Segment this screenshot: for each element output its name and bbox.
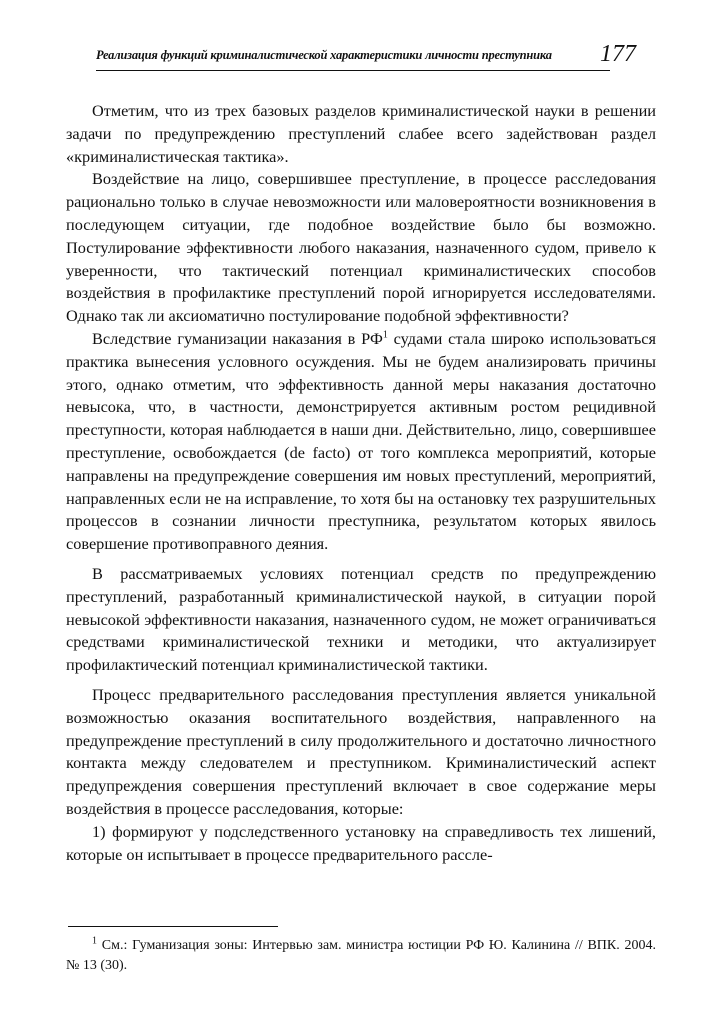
running-title: Реализация функций криминалистической характеристики личности преступника	[96, 48, 552, 62]
running-header	[96, 40, 636, 68]
paragraph: В рассматриваемых условиях потенциал средств по предупреждению преступлений, разработанный криминалистической наукой, в ситуации порой невысокой эффективности наказания, назначенного судом, не может ограничиваться средствами криминалистической техники и методики, что актуализирует профилактический потенциал криминалистической тактики.	[66, 563, 656, 675]
paragraph-text: Вследствие гуманизации наказания в РФ	[92, 328, 383, 348]
footnote-rule	[68, 926, 278, 927]
paragraph: Процесс предварительного расследования преступления является уникальной возможностью оказания воспитательного воздействия, направленного на предупреждение преступлений в силу продолжительного и достаточно личностного контакта между следователем и преступником. Криминалистический аспект предупреждения совершения преступлений включает в свое содержание меры воздействия в процессе расследования, которые:	[66, 684, 656, 818]
footnote-reference: 1	[382, 329, 388, 341]
paragraph-text: судами стала широко использоваться практика вынесения условного осуждения. Мы не будем анализировать причины этого, однако отметим, что эффективность данной меры наказания достаточно невысока, что, в частности, демонстрируется активным ростом рецидивной преступности, которая наблюдается в наши дни. Действительно, лицо, совершившее преступление, освобождается (de facto) от того комплекса мероприятий, которые направлены на предупреждение совершения им новых преступлений, мероприятий, направленных если не на исправление, то хотя бы на остановку тех разрушительных процессов в сознании личности преступника, результатом которых явилось совершение противоправного деяния.	[66, 328, 657, 554]
paragraph: Воздействие на лицо, совершившее преступление, в процессе расследования рационально только в случае невозможности или маловероятности возникновения в последующем ситуации, где подобное воздействие было бы возможно. Постулирование эффективности любого наказания, назначенного судом, привело к уверенности, что тактический потенциал криминалистических способов воздействия в профилактике преступлений порой игнорируется исследователями. Однако так ли аксиоматично постулирование подобной эффективности?	[66, 169, 656, 326]
paragraph	[66, 328, 656, 556]
paragraph: Отметим, что из трех базовых разделов криминалистической науки в решении задачи по предупреждению преступлений слабее всего задействован раздел «криминалистическая тактика».	[66, 101, 656, 166]
page-number: 177	[600, 41, 636, 67]
footnote	[66, 936, 656, 976]
body-text	[66, 100, 656, 866]
footnote-marker: 1	[92, 935, 97, 947]
header-rule	[96, 70, 610, 71]
footnote-text: См.: Гуманизация зоны: Интервью зам. министра юстиции РФ Ю. Калинина // ВПК. 2004. № 13 (30).	[66, 938, 656, 973]
list-item: 1) формируют у подследственного установку на справедливость тех лишений, которые он испытывает в процессе предварительного рассле-	[66, 821, 656, 864]
